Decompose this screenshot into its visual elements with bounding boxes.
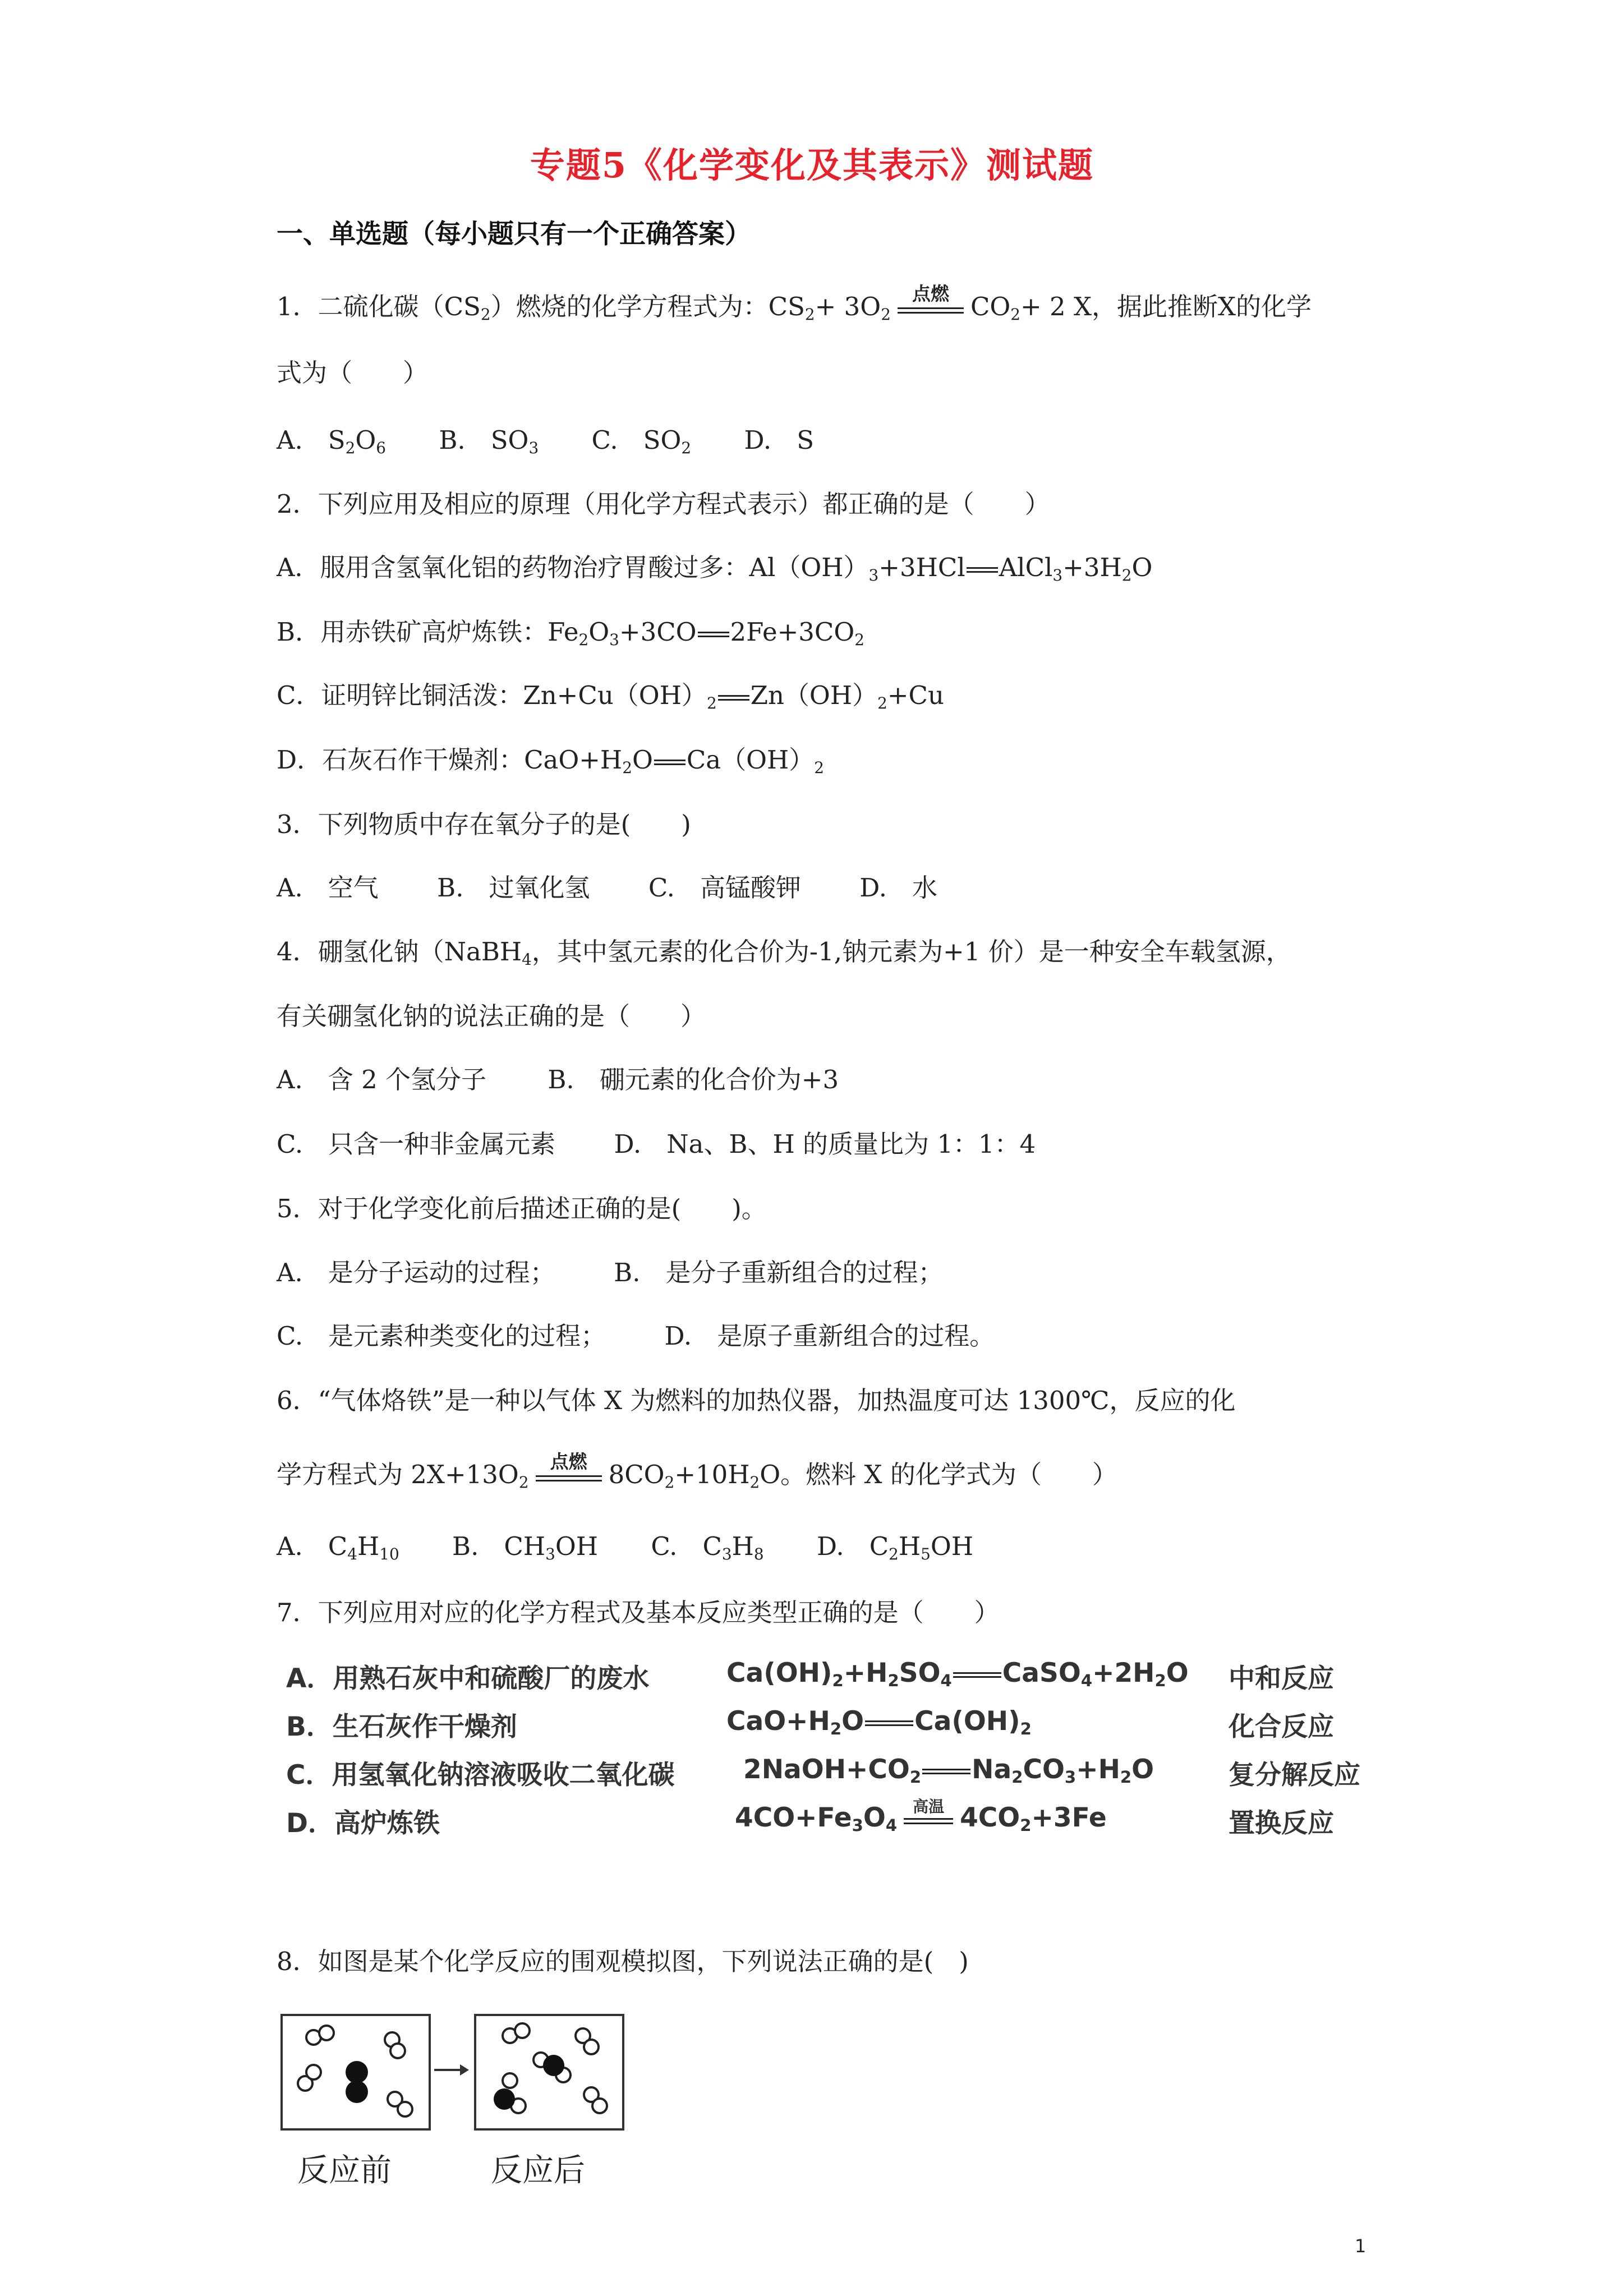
option-a[interactable]: A. $S_2O_6$ — [277, 425, 387, 457]
question-4-options-row-1 — [277, 1059, 839, 1096]
option-a[interactable]: A. 空气 — [277, 873, 379, 903]
option-b[interactable]: B. 是分子重新组合的过程； — [614, 1258, 944, 1287]
option-c[interactable]: C. $SO_2$ — [591, 425, 692, 457]
question-1-line-2: 式为（ ） — [277, 358, 429, 388]
question-3-stem: 3．下列物质中存在氧分子的是( ) — [277, 809, 691, 839]
question-7-options-table — [286, 1658, 1397, 1851]
question-1-line-1: 1．二硫化碳$(CS_2)$燃烧的化学方程式为：$CS_2+ 3O_2$ 点燃 $CO_2+ 2$ X，据此推断X的化学 — [277, 282, 1312, 324]
option-c[interactable]: C. 只含一种非金属元素 — [277, 1129, 556, 1159]
question-6-options — [277, 1526, 973, 1562]
molecule-icons-before — [283, 2016, 429, 2128]
option-c[interactable]: C. 高锰酸钾 — [648, 873, 801, 903]
option-c[interactable]: C. 是元素种类变化的过程； — [277, 1321, 606, 1351]
option-d[interactable]: D. Na、B、H 的质量比为 1：1：4 — [614, 1129, 1036, 1159]
option-d[interactable]: D．石灰石作干燥剂：$CaO+H_2O$ $Ca(OH)_2$ — [277, 745, 824, 777]
question-6-line-2: 学方程式为 $2X+13O_2$ 点燃 $8CO_2+10H_2O$。燃料 X 的化学式为（ ） — [277, 1450, 1117, 1492]
option-b[interactable]: B．生石灰作干燥剂 $CaO+H_2O$ $Ca(OH)_2$ 化合反应 — [286, 1706, 1334, 1742]
question-5-options-row-1 — [277, 1252, 944, 1289]
option-a[interactable]: A. 含 2 个氢分子 — [277, 1065, 487, 1094]
arrow-right-icon — [432, 2059, 471, 2081]
option-d[interactable]: D．高炉炼铁 $4CO+Fe_3O_4$ 高温 $4CO_2+3Fe$ 置换反应 — [286, 1797, 1334, 1839]
option-c[interactable]: C. $C_3H_8$ — [651, 1531, 764, 1563]
question-6-line-1: 6．“气体烙铁”是一种以气体 X 为燃料的加热仪器，加热温度可达 1300℃，反应的化 — [277, 1386, 1236, 1415]
question-7-stem: 7．下列应用对应的化学方程式及基本反应类型正确的是（ ） — [277, 1598, 1000, 1627]
option-a[interactable]: A．用熟石灰中和硫酸厂的废水 $Ca(OH)_2+H_2SO_4$ $CaSO_4+2H_2O$ 中和反应 — [286, 1658, 1334, 1694]
option-d[interactable]: D. $C_2H_5OH$ — [816, 1531, 974, 1563]
after-reaction-box — [474, 2014, 624, 2131]
label-after: 反应后 — [491, 2152, 585, 2189]
option-b[interactable]: B. $CH_3OH$ — [452, 1531, 598, 1563]
option-c[interactable]: C．用氢氧化钠溶液吸收二氧化碳 $2NaOH+CO_2$ $Na_2CO_3+H_2O$ 复分解反应 — [286, 1754, 1360, 1791]
question-8-stem: 8．如图是某个化学反应的围观模拟图，下列说法正确的是( ) — [277, 1947, 969, 1976]
question-4-line-1: 4．硼氢化钠（NaBH$_4$，其中氢元素的化合价为-1,钠元素为+1 价）是一种安全车载氢源， — [277, 937, 1291, 969]
reaction-arrow: 点燃 — [532, 1463, 605, 1491]
option-b[interactable]: B．用赤铁矿高炉炼铁：$Fe_2O_3+3CO$ $2Fe+3CO_2$ — [277, 617, 864, 649]
question-4-options-row-2 — [277, 1124, 1036, 1160]
reaction-arrow: 高温 — [900, 1806, 956, 1834]
option-d[interactable]: D. 水 — [859, 873, 938, 903]
option-d[interactable]: D. S — [744, 425, 815, 455]
option-a[interactable]: A. 是分子运动的过程； — [277, 1258, 555, 1287]
question-4-line-2: 有关硼氢化钠的说法正确的是（ ） — [277, 1001, 706, 1031]
molecule-diagram — [280, 2014, 634, 2189]
page-number: 1 — [1355, 2235, 1367, 2257]
question-5-stem: 5．对于化学变化前后描述正确的是( )。 — [277, 1194, 767, 1223]
option-a[interactable]: A. $C_4H_{10}$ — [277, 1531, 399, 1563]
option-b[interactable]: B. 过氧化氢 — [437, 873, 590, 903]
question-3-options — [277, 867, 937, 904]
option-a[interactable]: A．服用含氢氧化铝的药物治疗胃酸过多：$Al(OH)_3+3HCl$ $AlCl_3+3H_2O$ — [277, 553, 1153, 585]
question-1-options — [277, 420, 814, 456]
before-reaction-box — [280, 2014, 431, 2131]
option-b[interactable]: B. $SO_3$ — [439, 425, 539, 457]
label-before: 反应前 — [297, 2152, 392, 2189]
option-c[interactable]: C．证明锌比铜活泼：$Zn+Cu(OH)_2$ $Zn(OH)_2+Cu$ — [277, 680, 944, 712]
reaction-arrow: 点燃 — [894, 295, 967, 323]
question-5-options-row-2 — [277, 1315, 995, 1352]
molecule-icons-after — [476, 2016, 622, 2128]
option-b[interactable]: B. 硼元素的化合价为+3 — [548, 1065, 839, 1094]
question-2-stem: 2．下列应用及相应的原理（用化学方程式表示）都正确的是（ ） — [277, 489, 1050, 519]
section-heading: 一、单选题（每小题只有一个正确答案） — [277, 219, 751, 250]
page-title: 专题5《化学变化及其表示》测试题 — [530, 145, 1094, 186]
option-d[interactable]: D. 是原子重新组合的过程。 — [664, 1321, 995, 1351]
